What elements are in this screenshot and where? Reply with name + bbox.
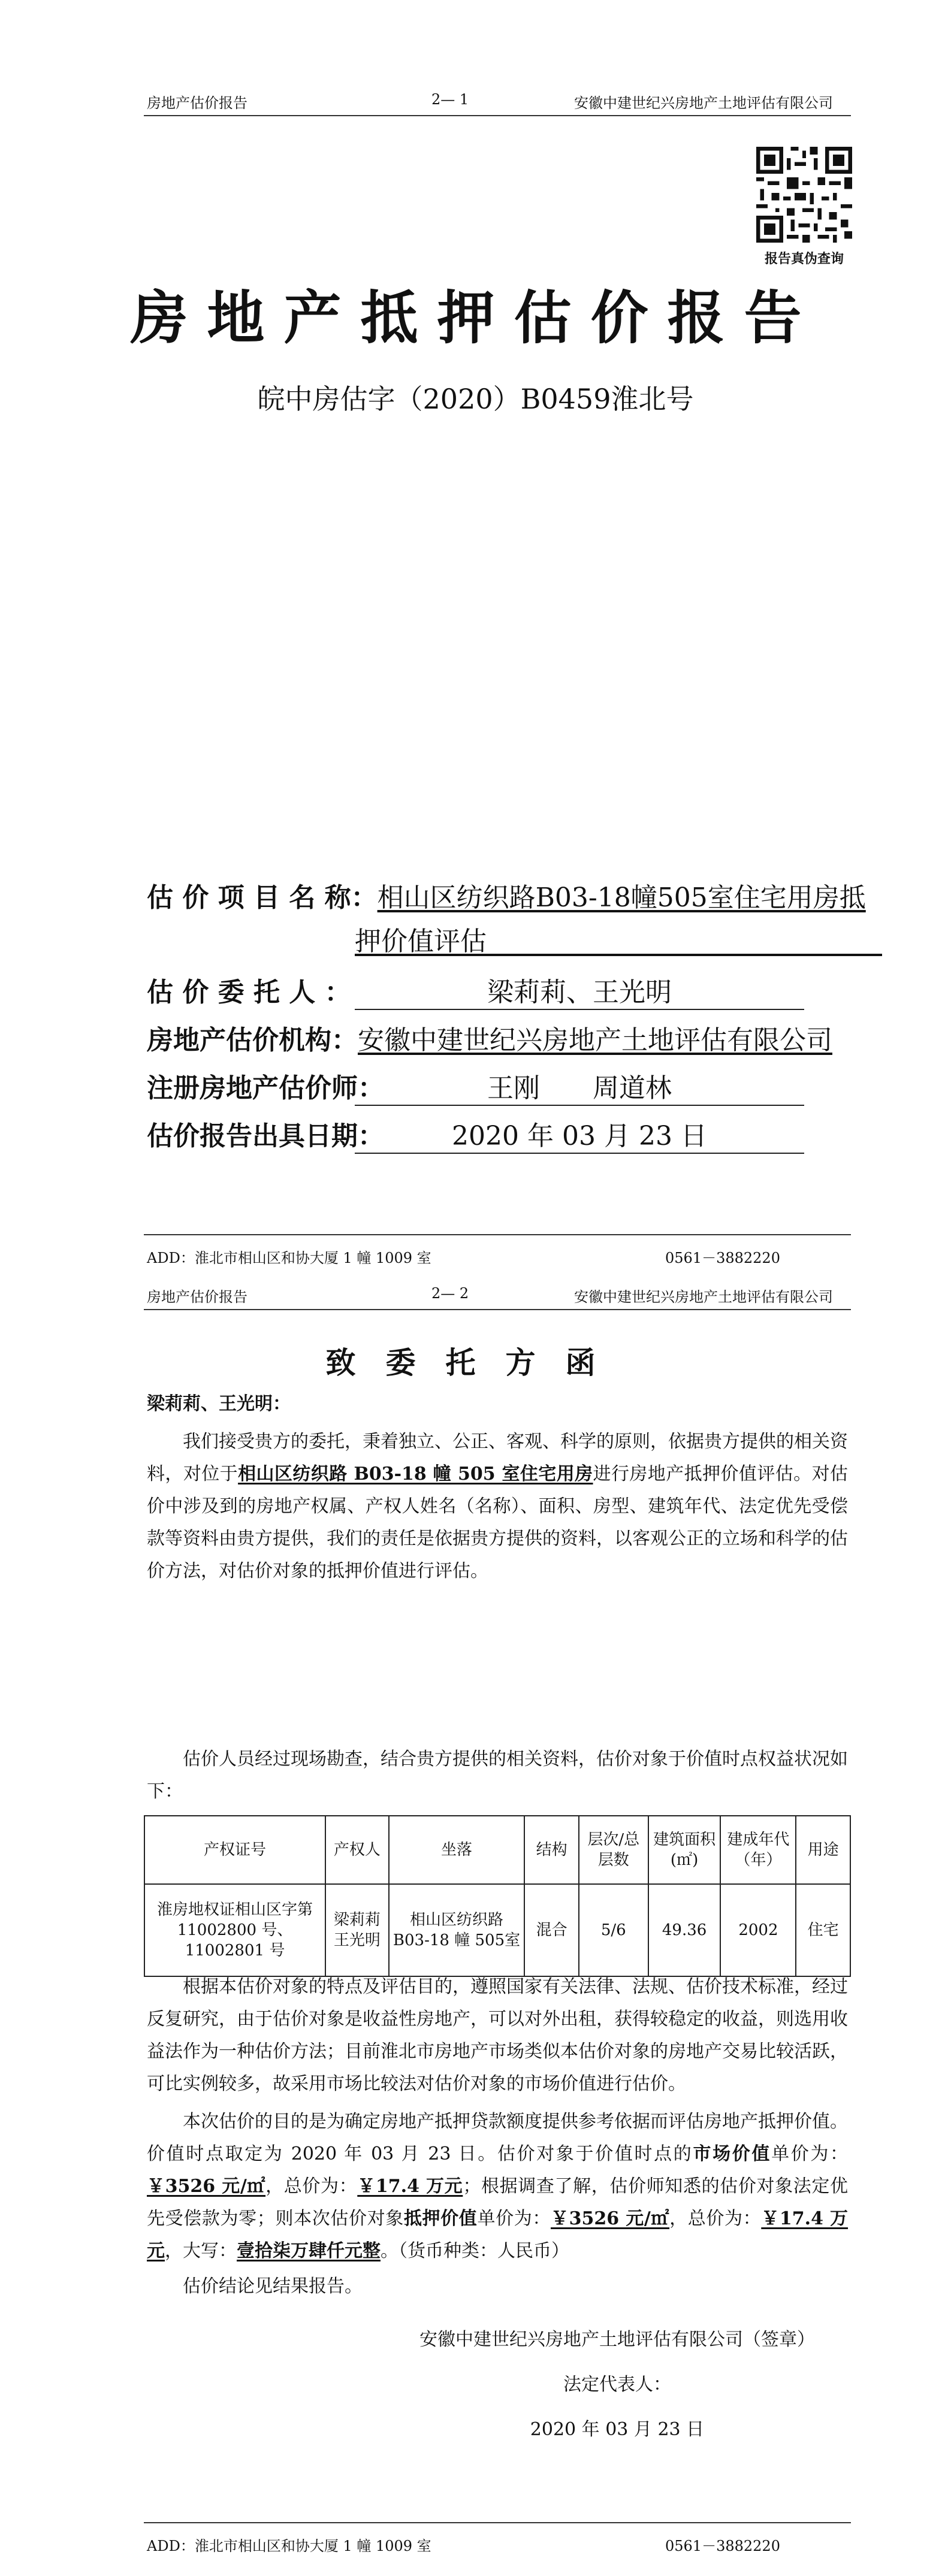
mortgage-total-price: ￥17.4 万元	[147, 2208, 849, 2261]
field-client-value: 梁莉莉、王光明	[355, 970, 804, 1010]
field-issue-date-value: 2020 年 03 月 23 日	[355, 1114, 804, 1154]
report-title: 房地产抵押估价报告	[130, 284, 821, 352]
field-project-name-label: 估 价 项 目 名 称：	[147, 882, 378, 913]
market-unit-price: ￥3526 元/㎡	[147, 2176, 266, 2197]
table-header: 坐落	[389, 1816, 525, 1884]
field-issue-date-label: 估价报告出具日期：	[147, 1121, 384, 1151]
page1-footer-address: ADD：淮北市相山区和协大厦 1 幢 1009 室	[147, 1250, 431, 1266]
field-project-name-cont	[355, 920, 882, 958]
page1-footer-phone: 0561－3882220	[665, 1250, 780, 1266]
property-table	[144, 1815, 851, 1977]
field-project-name-value: 相山区纺织路B03-18幢505室住宅用房抵	[377, 882, 866, 913]
mortgage-value-label: 抵押价值	[403, 2208, 478, 2229]
table-header: 结构	[524, 1816, 579, 1884]
paragraph-methodology: 根据本估价对象的特点及评估目的，遵照国家有关法律、法规、估价技术标准，经过反复研究，由于估价对象是收益性房地产，可以对外出租，获得较稳定的收益，则选用收益法作为一种估价方法；目前淮北市房地产市场类似本估价对象的房地产交易比较活跃，可比实例较多，故采用市场比较法对估价对象的市场价值进行估价。	[147, 1976, 848, 2094]
page2-header-left: 房地产估价报告	[147, 1289, 247, 1305]
page1-header-page-number: 2— 1	[431, 91, 469, 108]
table-cell: 5/6	[579, 1884, 648, 1976]
qr-code-icon[interactable]	[756, 147, 852, 243]
page2-footer-rule	[144, 2522, 851, 2523]
table-header: 层次/总层数	[579, 1816, 648, 1884]
market-value-label: 市场价值	[693, 2143, 772, 2164]
signature-company: 安徽中建世纪兴房地产土地评估有限公司（签章）	[419, 2329, 815, 2350]
paragraph-valuation: 本次估价的目的是为确定房地产抵押贷款额度提供参考依据而评估房地产抵押价值。价值时点取定为 2020 年 03 月 23 日。估价对象于价值时点的市场价值单价为：￥3526 元/㎡，总价为：￥17.4 万元；根据调查了解，估价师知悉的估价对象法定优先受偿款为零；则本次估价对象抵押价值单价为：￥3526 元/㎡，总价为：￥17.4 万元，大写：壹拾柒万肆仟元整。（货币种类：人民币）	[147, 2111, 849, 2261]
signature-legal-rep: 法定代表人：	[563, 2374, 671, 2395]
page2-footer-address: ADD：淮北市相山区和协大厦 1 幢 1009 室	[147, 2538, 431, 2554]
table-cell: 住宅	[796, 1884, 850, 1976]
table-cell: 混合	[524, 1884, 579, 1976]
amount-in-words: 壹拾柒万肆仟元整	[237, 2241, 381, 2261]
page1-footer-rule	[144, 1234, 851, 1235]
field-appraisers	[147, 1066, 384, 1105]
table-cell: 49.36	[648, 1884, 721, 1976]
page1-header-right: 安徽中建世纪兴房地产土地评估有限公司	[574, 95, 833, 111]
field-agency-label: 房地产估价机构：	[147, 1025, 358, 1056]
field-appraisers-label: 注册房地产估价师：	[147, 1073, 384, 1103]
paragraph-survey: 估价人员经过现场勘查，结合贵方提供的相关资料，估价对象于价值时点权益状况如下：	[147, 1749, 848, 1802]
field-appraisers-value: 王刚 周道林	[355, 1066, 804, 1106]
page1-header-rule	[144, 115, 851, 116]
letter-title: 致委托方函	[325, 1345, 626, 1380]
table-cell: 梁莉莉王光明	[325, 1884, 389, 1976]
signature-date: 2020 年 03 月 23 日	[530, 2419, 705, 2440]
field-client-label: 估 价 委 托 人 ：	[147, 977, 351, 1008]
page1-header-left: 房地产估价报告	[147, 95, 247, 111]
qr-caption: 报告真伪查询	[764, 251, 844, 267]
field-issue-date	[147, 1114, 384, 1153]
page2-header-rule	[144, 1309, 851, 1310]
table-cell: 淮房地权证相山区字第 11002800 号、11002801 号	[144, 1884, 325, 1976]
field-client	[147, 970, 351, 1009]
table-cell: 2002	[720, 1884, 796, 1976]
page2-header-page-number: 2— 2	[431, 1285, 469, 1302]
field-agency-value: 安徽中建世纪兴房地产土地评估有限公司	[358, 1025, 832, 1056]
property-address: 相山区纺织路 B03-18 幢 505 室住宅用房	[238, 1464, 593, 1484]
field-agency	[147, 1018, 832, 1057]
paragraph-engagement: 我们接受贵方的委托，秉着独立、公正、客观、科学的原则，依据贵方提供的相关资料，对位于相山区纺织路 B03-18 幢 505 室住宅用房进行房地产抵押价值评估。对估价中涉及到的房地产权属、产权人姓名（名称）、面积、房型、建筑年代、法定优先受偿款等资料由贵方提供，我们的责任是依据贵方提供的资料，以客观公正的立场和科学的估价方法，对估价对象的抵押价值进行评估。	[147, 1431, 849, 1582]
page2-footer-phone: 0561－3882220	[665, 2538, 780, 2554]
salutation: 梁莉莉、王光明：	[147, 1393, 291, 1414]
table-row	[144, 1884, 850, 1976]
market-total-price: ￥17.4 万元	[357, 2176, 463, 2197]
table-header: 建成年代（年）	[720, 1816, 796, 1884]
page2-header-right: 安徽中建世纪兴房地产土地评估有限公司	[574, 1289, 833, 1305]
table-header: 产权人	[325, 1816, 389, 1884]
table-header: 产权证号	[144, 1816, 325, 1884]
field-project-name-value-cont: 押价值评估	[355, 926, 487, 957]
table-header-row	[144, 1816, 850, 1884]
table-cell: 相山区纺织路B03-18 幢 505室	[389, 1884, 525, 1976]
mortgage-unit-price: ￥3526 元/㎡	[550, 2208, 670, 2229]
paragraph-conclusion: 估价结论见结果报告。	[183, 2276, 363, 2297]
report-document-number: 皖中房估字（2020）B0459淮北号	[257, 383, 694, 415]
table-header: 用途	[796, 1816, 850, 1884]
field-project-name	[147, 876, 866, 914]
table-header: 建筑面积(㎡)	[648, 1816, 721, 1884]
